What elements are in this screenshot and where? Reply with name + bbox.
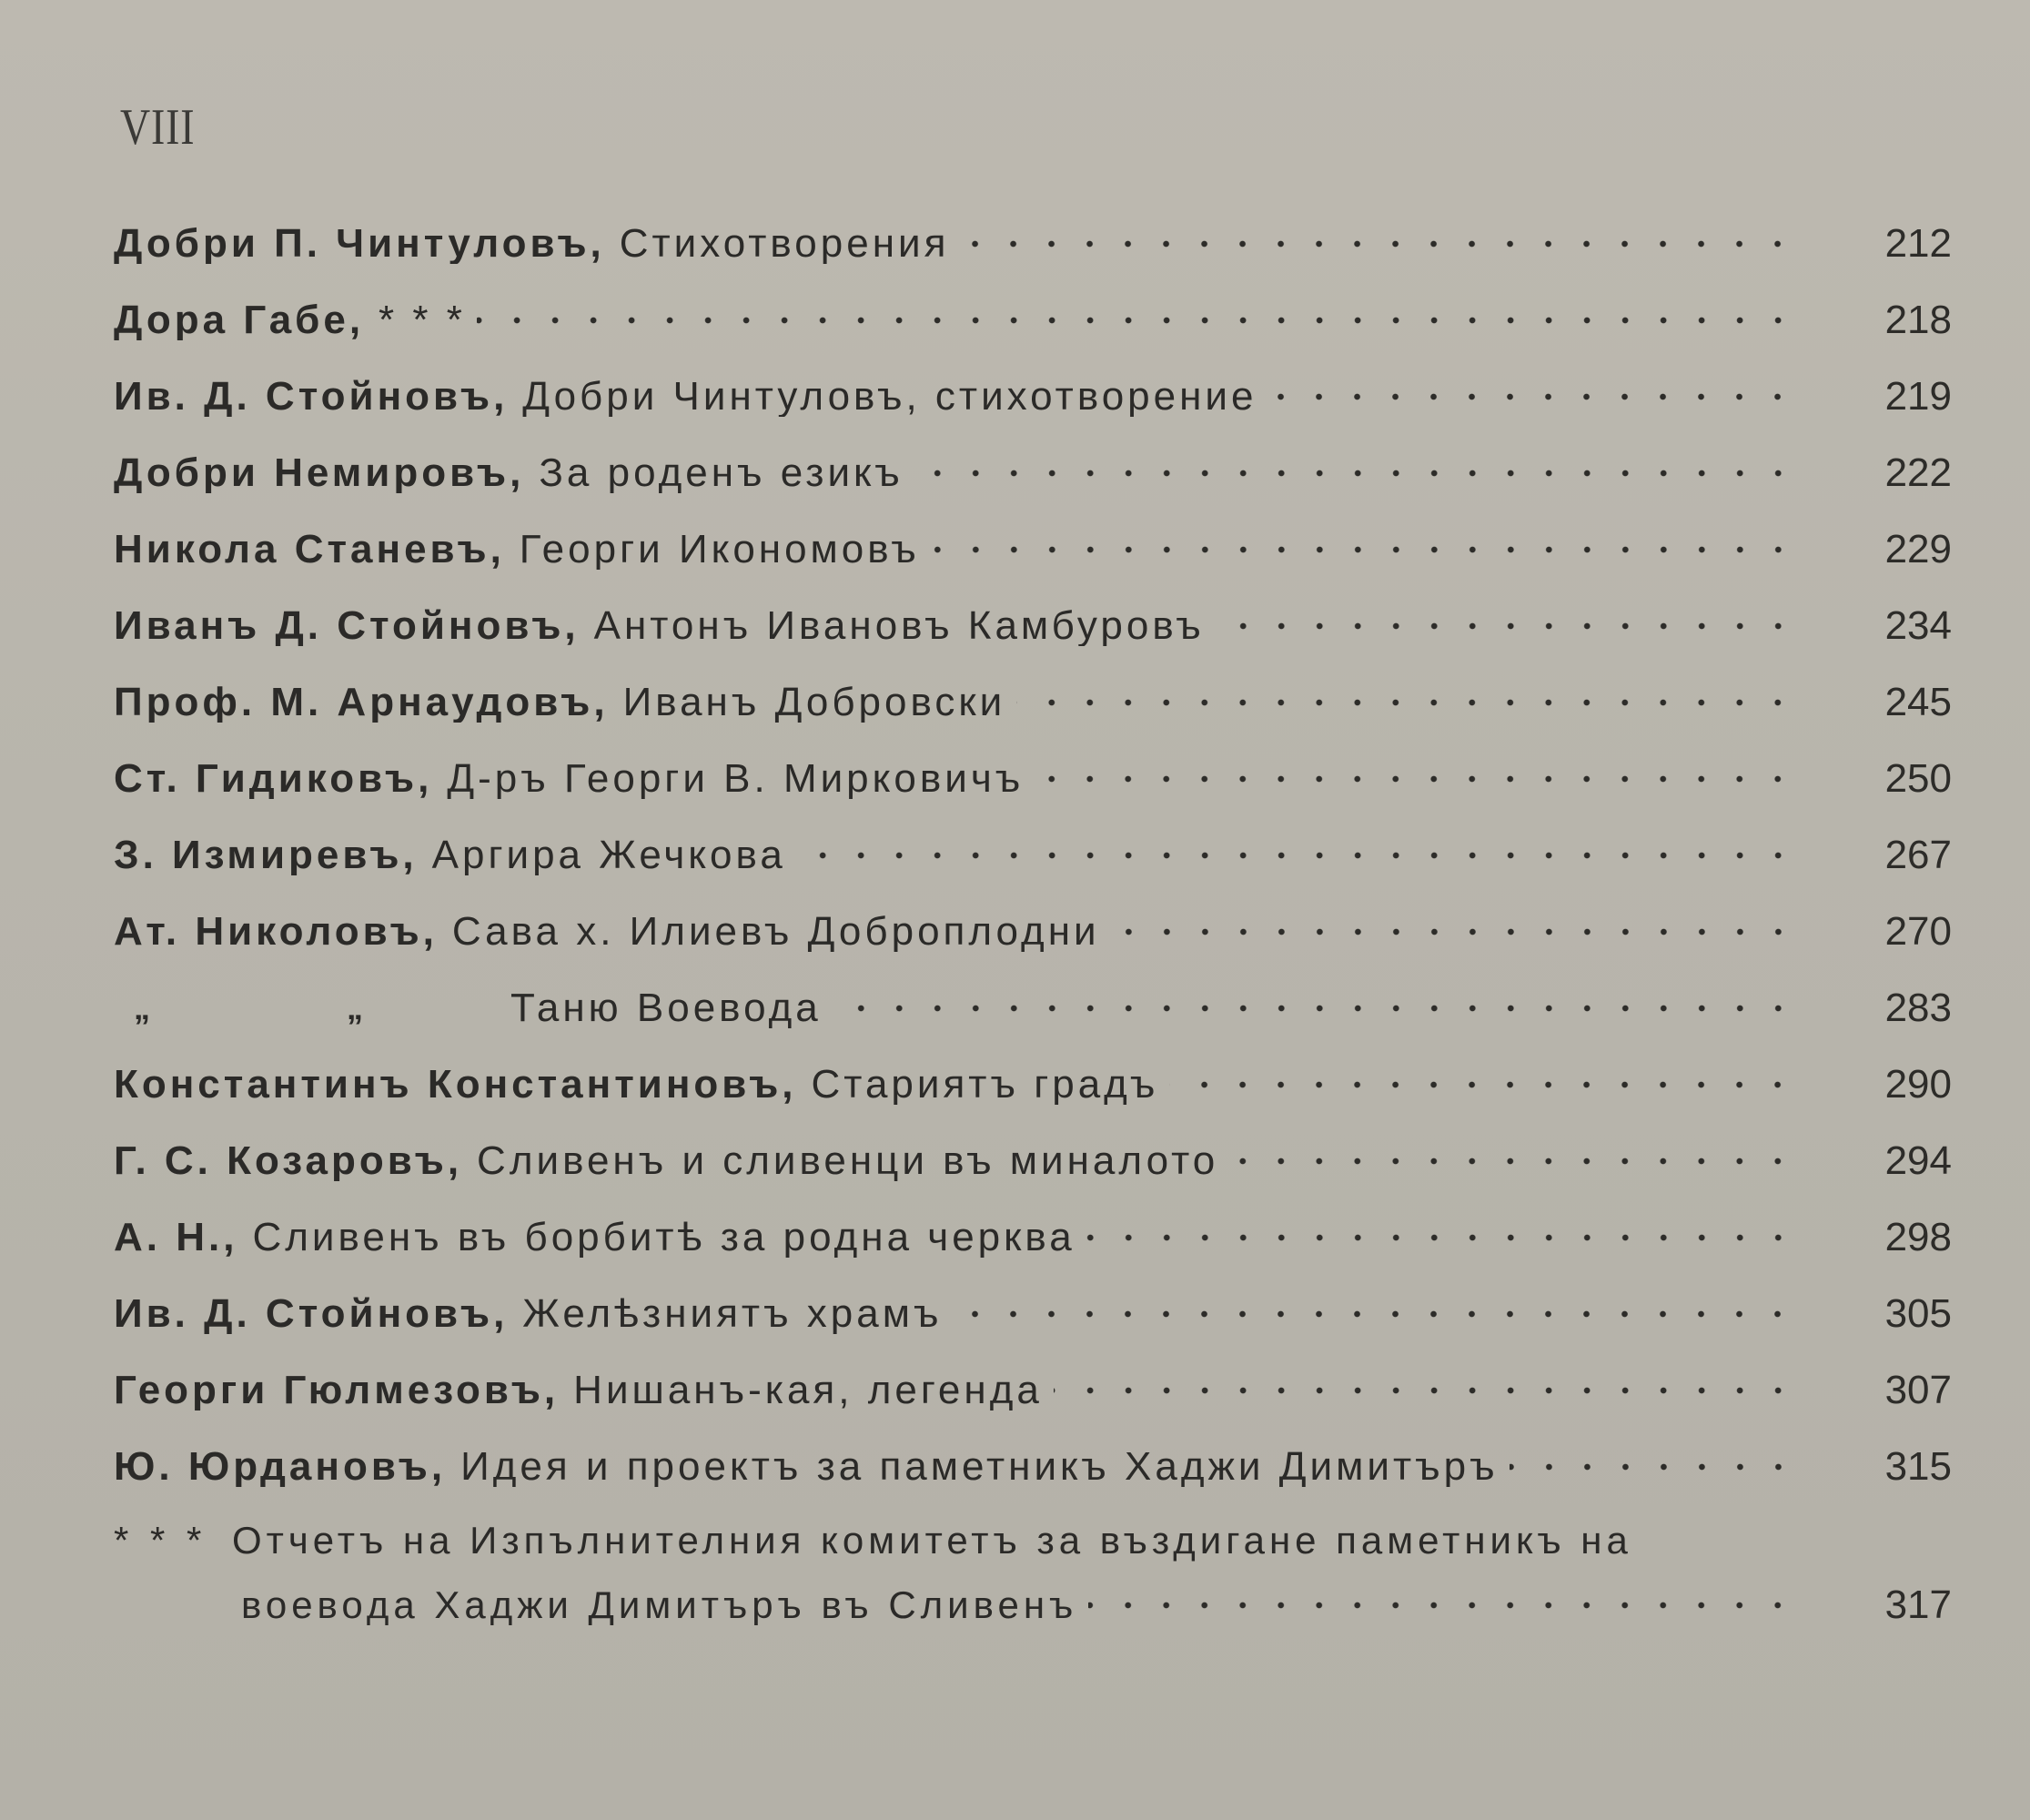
toc-page-number: 219 [1884, 374, 1952, 419]
toc-entry [114, 1123, 1952, 1199]
toc-title: воевода Хаджи Димитъръ въ Сливенъ [241, 1585, 1078, 1625]
dot-leader [1229, 1141, 1797, 1181]
toc-author: Георги Гюлмезовъ, [114, 1370, 560, 1410]
dot-leader [931, 530, 1797, 570]
toc-page-number: 234 [1884, 603, 1952, 648]
toc-author: Ат. Николовъ, [114, 912, 438, 952]
toc-page-number: 267 [1884, 833, 1952, 877]
toc-author: Добри П. Чинтуловъ, [114, 224, 605, 264]
dot-leader [833, 988, 1797, 1028]
toc-entry-committee-report-continued [114, 1571, 1952, 1640]
toc-entry [114, 359, 1952, 435]
toc-title: Антонъ Ивановъ Камбуровъ [593, 606, 1205, 646]
toc-entry [114, 741, 1952, 817]
toc-page-number: 290 [1884, 1062, 1952, 1107]
dot-leader [960, 224, 1797, 264]
toc-page-number: 307 [1884, 1368, 1952, 1412]
toc-title: Аргира Жечкова [431, 835, 786, 875]
toc-author: Дора Габе, [114, 300, 365, 340]
toc-title: Стариятъ градъ [811, 1065, 1159, 1105]
toc-author: Ив. Д. Стойновъ, [114, 377, 509, 417]
toc-title: Идея и проектъ за паметникъ Хаджи Димитъръ [460, 1447, 1499, 1487]
toc-author: Ст. Гидиковъ, [114, 759, 433, 799]
dot-leader [1267, 377, 1797, 417]
toc-entry [114, 1199, 1952, 1276]
toc-entry-committee-report [114, 1511, 1952, 1571]
toc-author: Ю. Юрдановъ, [114, 1447, 447, 1487]
toc-entry [114, 1276, 1952, 1352]
toc-title: Сливенъ и сливенци въ миналото [477, 1141, 1219, 1181]
toc-title: Сава х. Илиевъ Доброплодни [451, 912, 1100, 952]
toc-entry [114, 206, 1952, 282]
page-number: VIII [120, 99, 196, 156]
toc-title: Добри Чинтуловъ, стихотворение [522, 377, 1257, 417]
toc-page-number: 222 [1884, 450, 1952, 495]
toc-title: Георги Икономовъ [519, 530, 920, 570]
toc-page-number: 315 [1884, 1444, 1952, 1489]
toc-entry [114, 1429, 1952, 1505]
dot-leader [1169, 1065, 1797, 1105]
toc-author: Константинъ Константиновъ, [114, 1065, 797, 1105]
toc-page-number: 294 [1884, 1138, 1952, 1183]
toc-page-number: 229 [1884, 527, 1952, 571]
dot-leader [1035, 759, 1797, 799]
toc-page-number: 218 [1884, 298, 1952, 342]
toc-author: Г. С. Козаровъ, [114, 1141, 463, 1181]
toc-entry [114, 588, 1952, 664]
dot-leader [1016, 682, 1797, 723]
toc-page-number: 317 [1884, 1582, 1952, 1627]
toc-entry [114, 435, 1952, 511]
dot-leader [1216, 606, 1797, 646]
toc-author: Иванъ Д. Стойновъ, [114, 606, 580, 646]
toc-stars: * * * [114, 1519, 207, 1562]
dot-leader [1510, 1447, 1797, 1487]
dot-leader [1086, 1218, 1797, 1258]
toc-page-number: 283 [1884, 986, 1952, 1030]
toc-page-number: 298 [1884, 1215, 1952, 1259]
dot-leader [914, 453, 1797, 493]
toc-title: Стихотворения [619, 224, 950, 264]
toc-entry [114, 282, 1952, 359]
toc-title: Отчетъ на Изпълнителния комитетъ за въздигане паметникъ на [232, 1519, 1632, 1562]
ditto-mark: „ [347, 989, 363, 1026]
toc-page-number: 212 [1884, 221, 1952, 266]
toc-title: * * * [379, 300, 466, 340]
toc-entry [114, 970, 1952, 1046]
toc-author: Ив. Д. Стойновъ, [114, 1294, 509, 1334]
toc-page-number: 270 [1884, 909, 1952, 954]
toc-title: Иванъ Добровски [622, 682, 1006, 723]
toc-title: За роденъ езикъ [539, 453, 904, 493]
toc-title: Желѣзниятъ храмъ [522, 1294, 943, 1334]
table-of-contents [114, 206, 1952, 1640]
toc-entry [114, 894, 1952, 970]
dot-leader [1111, 912, 1797, 952]
toc-entry [114, 664, 1952, 741]
dot-leader [953, 1294, 1797, 1334]
dot-leader [477, 300, 1797, 340]
toc-author: З. Измиревъ, [114, 835, 418, 875]
toc-entry [114, 817, 1952, 894]
toc-title: Нишанъ-кая, легенда [573, 1370, 1043, 1410]
toc-title: Д-ръ Георги В. Мирковичъ [447, 759, 1025, 799]
toc-author: Проф. М. Арнаудовъ, [114, 682, 609, 723]
toc-entry [114, 1352, 1952, 1429]
toc-page-number: 250 [1884, 756, 1952, 801]
dot-leader [1088, 1585, 1797, 1625]
ditto-mark: „ [134, 989, 150, 1026]
toc-page-number: 305 [1884, 1291, 1952, 1336]
toc-entry [114, 511, 1952, 588]
toc-author: А. Н., [114, 1218, 238, 1258]
toc-page-number: 245 [1884, 680, 1952, 724]
toc-author: Никола Станевъ, [114, 530, 505, 570]
toc-title: Сливенъ въ борбитѣ за родна черква [252, 1218, 1076, 1258]
toc-entry [114, 1046, 1952, 1123]
toc-author: Добри Немировъ, [114, 453, 525, 493]
dot-leader [797, 835, 1797, 875]
toc-title: Таню Воевода [510, 988, 822, 1028]
dot-leader [1054, 1370, 1797, 1410]
